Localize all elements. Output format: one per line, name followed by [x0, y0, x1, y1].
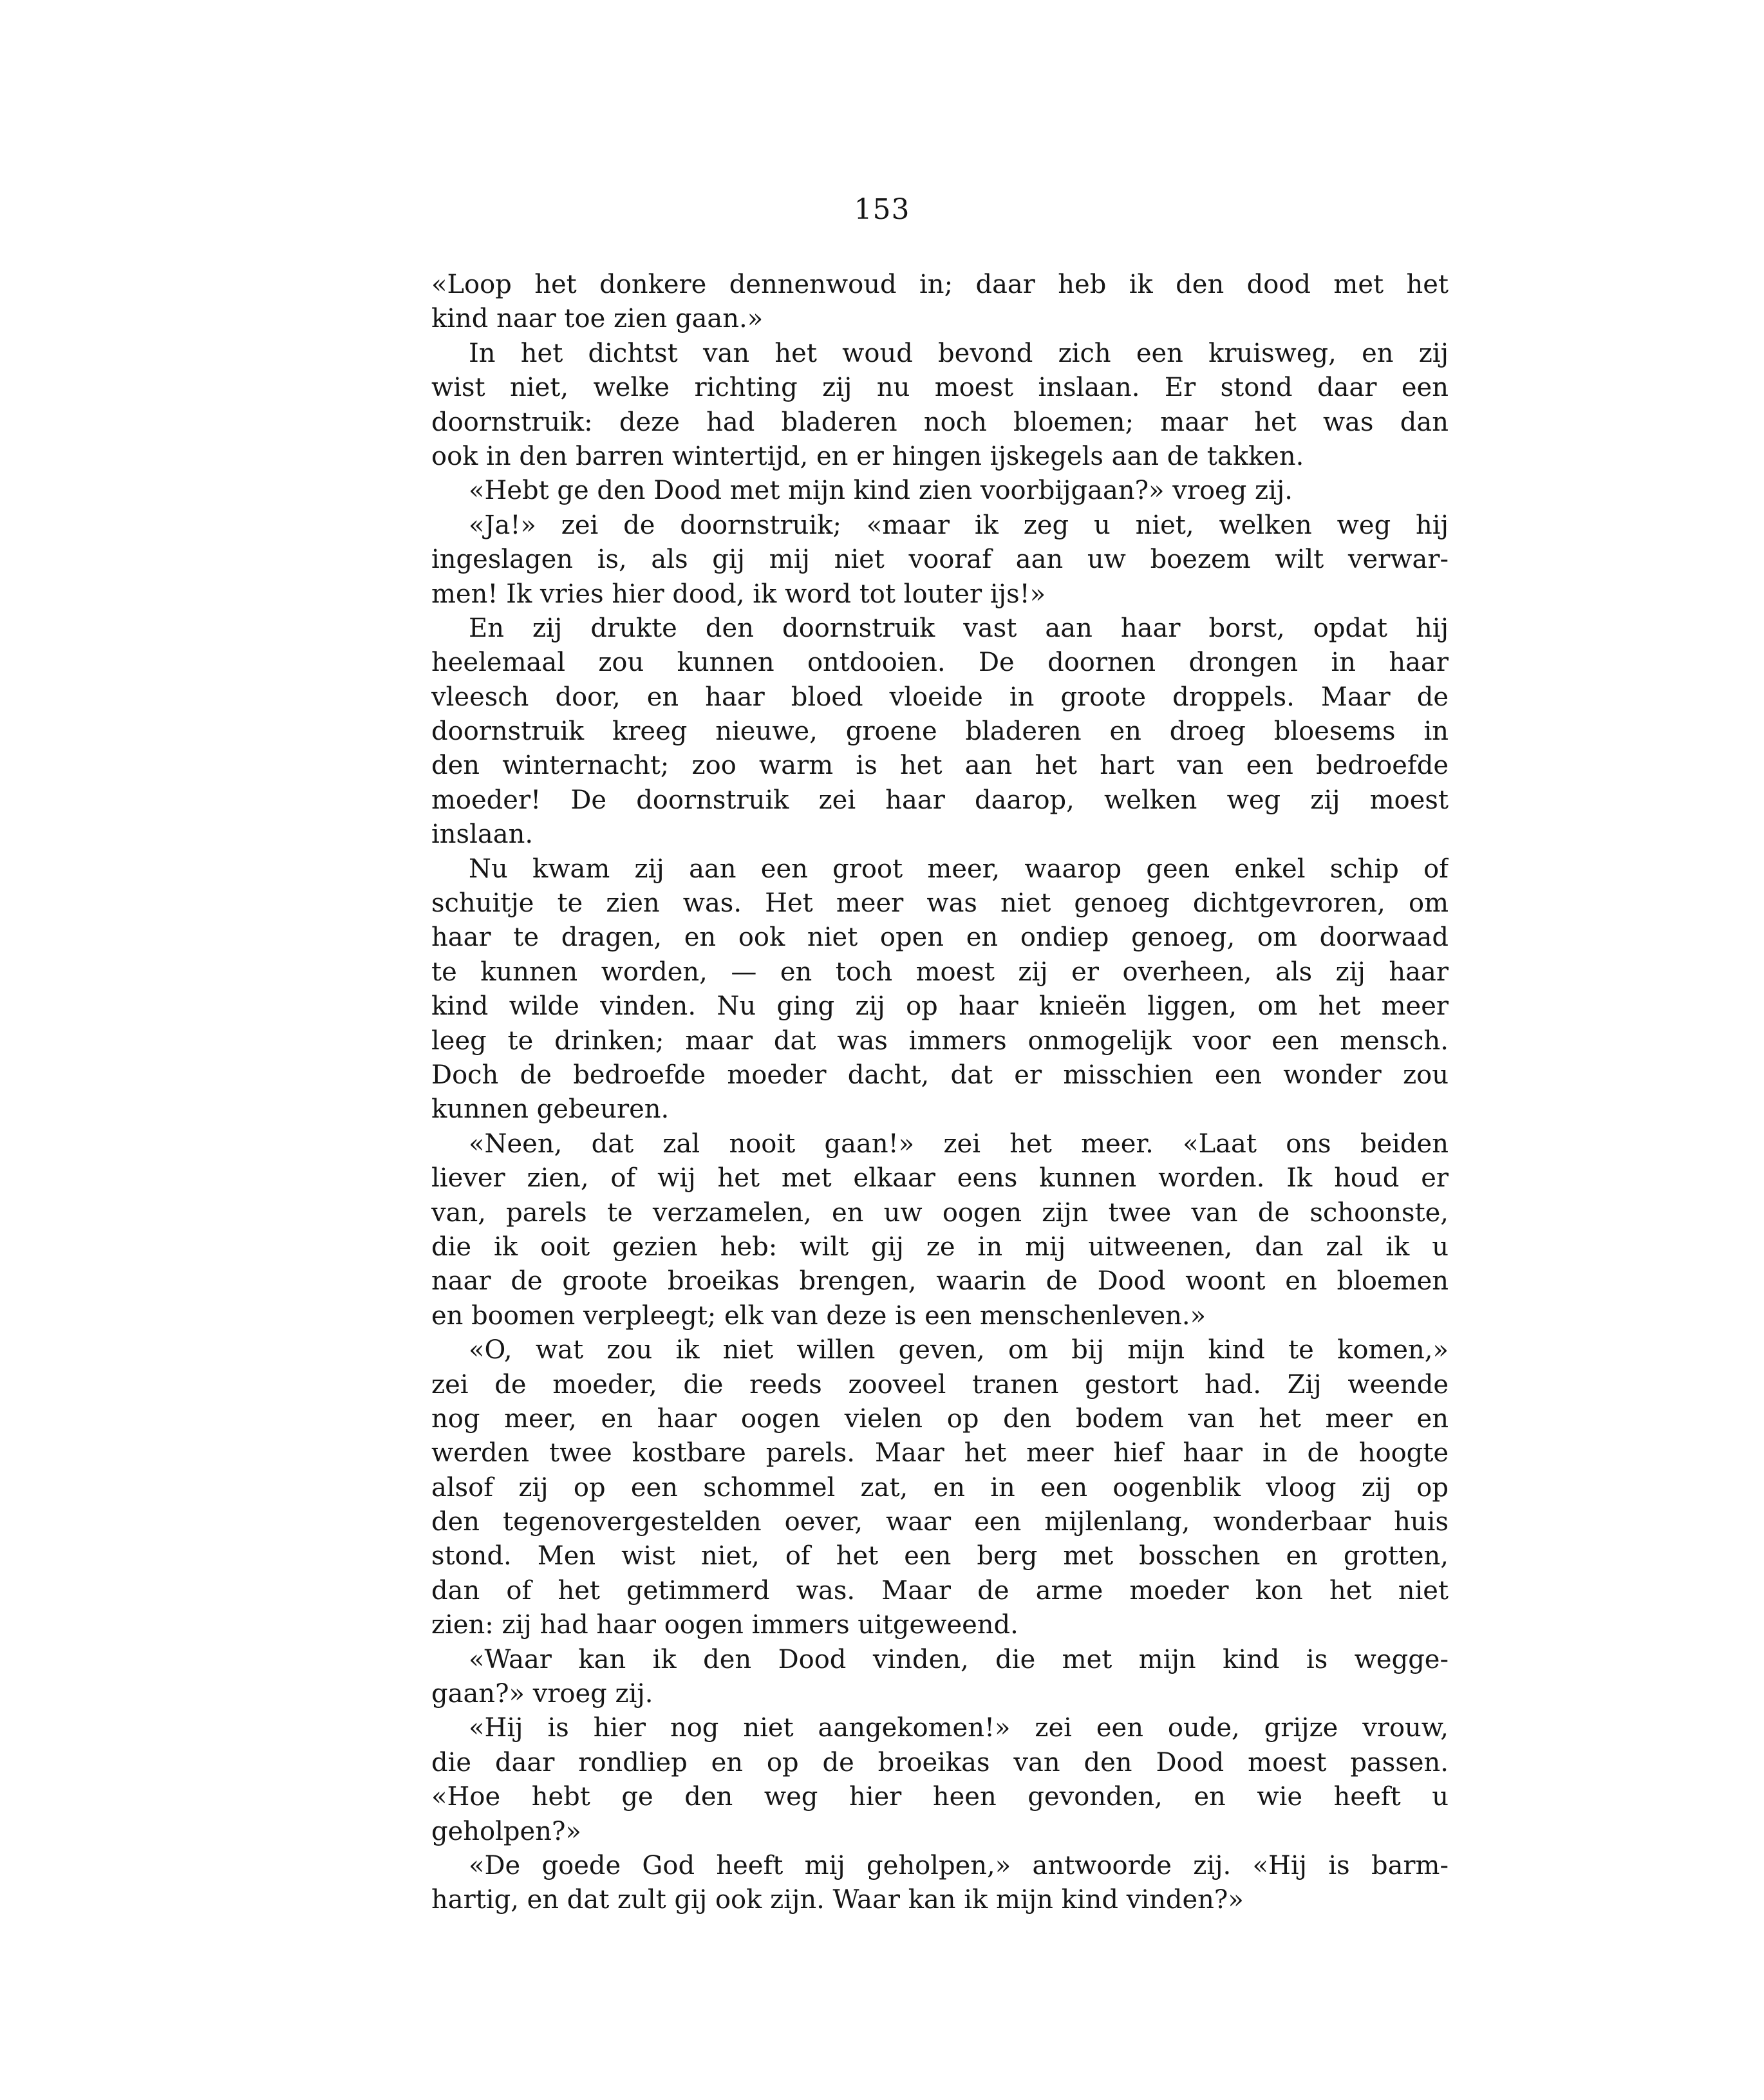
text-line: heelemaal zou kunnen ontdooien. De doornen drongen in haar [431, 648, 1449, 678]
text-line: werden twee kostbare parels. Maar het meer hief haar in de hoogte [431, 1438, 1449, 1468]
text-line: hartig, en dat zult gij ook zijn. Waar kan ik mijn kind vinden?» [431, 1885, 1244, 1915]
text-line: doornstruik: deze had bladeren noch bloemen; maar het was dan [431, 407, 1449, 437]
text-line: schuitje te zien was. Het meer was niet genoeg dichtgevroren, om [431, 888, 1449, 919]
text-line: te kunnen worden, — en toch moest zij er overheen, als zij haar [431, 957, 1449, 987]
text-line: die ik ooit gezien heb: wilt gij ze in mij uitweenen, dan zal ik u [431, 1232, 1449, 1262]
text-line: liever zien, of wij het met elkaar eens kunnen worden. Ik houd er [431, 1163, 1449, 1194]
text-line: En zij drukte den doornstruik vast aan haar borst, opdat hij [469, 613, 1449, 643]
text-line: zien: zij had haar oogen immers uitgeweend. [431, 1610, 1018, 1640]
paragraph [431, 1333, 1449, 1643]
text-line: stond. Men wist niet, of het een berg met bosschen en grotten, [431, 1541, 1449, 1571]
text-line: inslaan. [431, 820, 534, 850]
text-line: naar de groote broeikas brengen, waarin de Dood woont en bloemen [431, 1266, 1449, 1297]
text-line: vleesch door, en haar bloed vloeide in groote droppels. Maar de [431, 682, 1449, 712]
text-line: «Hoe hebt ge den weg hier heen gevonden, en wie heeft u [431, 1782, 1449, 1812]
text-line: «Hij is hier nog niet aangekomen!» zei een oude, grijze vrouw, [469, 1713, 1449, 1743]
text-line: moeder! De doornstruik zei haar daarop, welken weg zij moest [431, 785, 1449, 815]
text-line: In het dichtst van het woud bevond zich een kruisweg, en zij [469, 338, 1449, 368]
text-line: van, parels te verzamelen, en uw oogen zijn twee van de schoonste, [431, 1197, 1449, 1228]
text-line: kind wilde vinden. Nu ging zij op haar knieën liggen, om het meer [431, 991, 1449, 1022]
text-line: zei de moeder, die reeds zooveel tranen gestort had. Zij weende [431, 1369, 1449, 1400]
paragraph [431, 1643, 1449, 1712]
text-line: dan of het getimmerd was. Maar de arme moeder kon het niet [431, 1575, 1449, 1606]
paragraph [431, 509, 1449, 612]
paragraph [431, 1711, 1449, 1849]
text-line: haar te dragen, en ook niet open en ondiep genoeg, om doorwaad [431, 923, 1449, 953]
text-line: kunnen gebeuren. [431, 1094, 670, 1125]
paragraph [431, 852, 1449, 1127]
text-line: «Waar kan ik den Dood vinden, die met mijn kind is wegge- [469, 1644, 1449, 1674]
text-line: leeg te drinken; maar dat was immers onmogelijk voor een mensch. [431, 1026, 1449, 1056]
text-line: kind naar toe zien gaan.» [431, 304, 764, 334]
text-line: ingeslagen is, als gij mij niet vooraf aan uw boezem wilt verwar- [431, 545, 1449, 575]
text-line: «Neen, dat zal nooit gaan!» zei het meer. «Laat ons beiden [469, 1129, 1449, 1159]
paragraph [431, 268, 1449, 337]
text-line: gaan?» vroeg zij. [431, 1679, 653, 1709]
text-line: wist niet, welke richting zij nu moest inslaan. Er stond daar een [431, 373, 1449, 403]
text-line: alsof zij op een schommel zat, en in een oogenblik vloog zij op [431, 1472, 1449, 1503]
text-line: «O, wat zou ik niet willen geven, om bij mijn kind te komen,» [469, 1335, 1449, 1365]
body-text [431, 268, 1449, 1918]
paragraph [431, 337, 1449, 474]
paragraph [431, 1849, 1449, 1918]
text-line: Doch de bedroefde moeder dacht, dat er misschien een wonder zou [431, 1060, 1449, 1090]
text-line: geholpen?» [431, 1816, 581, 1846]
paragraph [431, 474, 1449, 508]
text-line: Nu kwam zij aan een groot meer, waarop geen enkel schip of [469, 854, 1449, 884]
text-line: den tegenovergestelden oever, waar een mijlenlang, wonderbaar huis [431, 1507, 1449, 1537]
text-line: ook in den barren wintertijd, en er hingen ijskegels aan de takken. [431, 441, 1304, 471]
paragraph [431, 612, 1449, 852]
page-number: 153 [854, 193, 910, 226]
text-line: «De goede God heeft mij geholpen,» antwoorde zij. «Hij is barm- [469, 1850, 1449, 1880]
text-line: den winternacht; zoo warm is het aan het hart van een bedroefde [431, 751, 1449, 781]
text-line: nog meer, en haar oogen vielen op den bodem van het meer en [431, 1403, 1449, 1434]
text-line: «Ja!» zei de doornstruik; «maar ik zeg u niet, welken weg hij [469, 510, 1449, 540]
text-line: doornstruik kreeg nieuwe, groene bladeren en droeg bloesems in [431, 717, 1449, 747]
text-line: «Hebt ge den Dood met mijn kind zien voorbijgaan?» vroeg zij. [469, 476, 1293, 506]
text-line: en boomen verpleegt; elk van deze is een menschenleven.» [431, 1300, 1206, 1331]
text-line: men! Ik vries hier dood, ik word tot louter ijs!» [431, 579, 1046, 609]
paragraph [431, 1127, 1449, 1333]
text-line: «Loop het donkere dennenwoud in; daar heb ik den dood met het [431, 270, 1449, 299]
text-line: die daar rondliep en op de broeikas van den Dood moest passen. [431, 1747, 1449, 1777]
